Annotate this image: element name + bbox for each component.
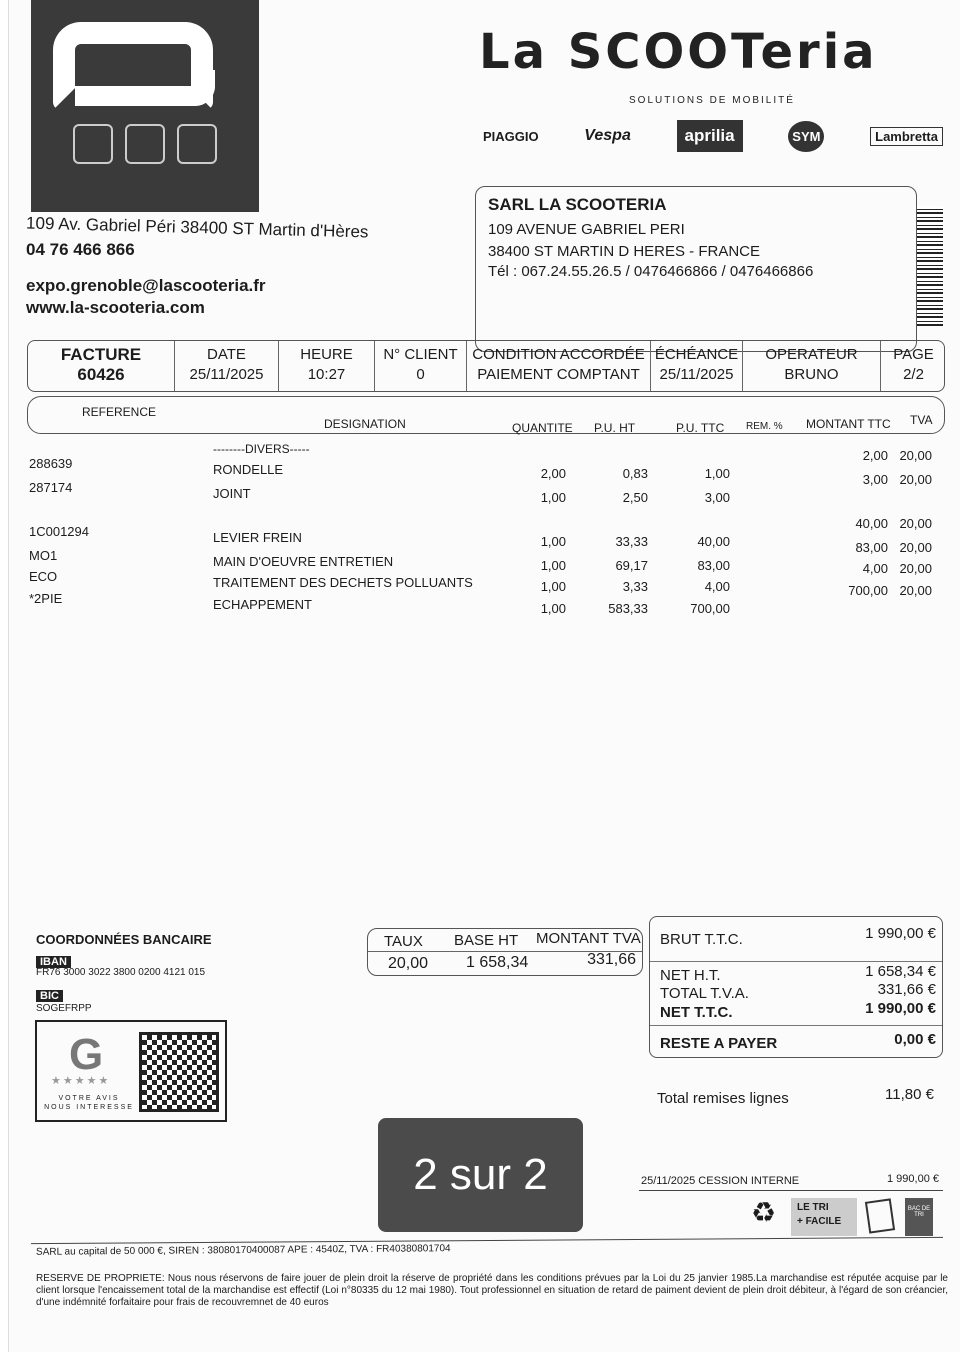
operateur-label: OPERATEUR	[765, 346, 858, 363]
line-qty: 1,00	[540, 579, 566, 594]
review-text: VOTRE AVIS NOUS INTERESSE	[44, 1095, 134, 1111]
facture-label: FACTURE	[60, 345, 142, 364]
line-puht: 69,17	[615, 558, 648, 573]
reste-value: 0,00 €	[894, 1031, 936, 1048]
netttc-label: NET T.T.C.	[660, 1004, 733, 1021]
operateur: BRUNO	[784, 366, 839, 383]
page-label: PAGE	[893, 346, 934, 363]
line-puht: 2,50	[622, 490, 648, 505]
iban-label: IBAN	[36, 956, 71, 968]
echeance-date: 25/11/2025	[659, 366, 734, 383]
line-qty: 1,00	[540, 601, 566, 616]
netht-value: 1 658,34 €	[865, 963, 936, 980]
line-puttc: 1,00	[704, 466, 730, 481]
invoice-header-box	[27, 340, 945, 392]
line-mttc: 40,00	[855, 516, 888, 531]
reste-label: RESTE A PAYER	[660, 1035, 778, 1052]
paper-icon	[865, 1198, 895, 1233]
col-remise: REM. %	[746, 421, 783, 432]
col-montant-ttc: MONTANT TTC	[806, 417, 891, 431]
brand-piaggio: PIAGGIO	[483, 128, 539, 144]
brut-value: 1 990,00 €	[865, 925, 936, 942]
brand-sym: SYM	[788, 121, 824, 152]
line-mttc: 4,00	[862, 561, 888, 576]
line-puht: 33,33	[615, 534, 648, 549]
line-puttc: 83,00	[697, 558, 730, 573]
line-tva: 20,00	[899, 516, 932, 531]
vat-table	[367, 928, 643, 976]
page-number: 2/2	[903, 366, 924, 383]
brand-vespa: Vespa	[584, 127, 631, 144]
logo-block	[31, 0, 259, 212]
line-puttc: 40,00	[697, 534, 730, 549]
condition-value: PAIEMENT COMPTANT	[477, 366, 640, 383]
tva-label: TOTAL T.V.A.	[660, 985, 749, 1002]
payment-amount: 1 990,00 €	[887, 1173, 939, 1185]
line-des: ECHAPPEMENT	[213, 597, 312, 612]
vat-taux-label: TAUX	[384, 933, 423, 950]
helmet-icon	[125, 124, 165, 164]
line-mttc: 3,00	[862, 472, 888, 487]
company-website: www.la-scooteria.com	[26, 298, 205, 317]
line-ref: 287174	[29, 480, 73, 495]
line-qty: 2,00	[540, 466, 566, 481]
col-quantite: QUANTITE	[512, 421, 573, 435]
col-designation: DESIGNATION	[324, 417, 406, 431]
line-qty: 1,00	[540, 534, 566, 549]
tagline: SOLUTIONS DE MOBILITÉ	[629, 95, 795, 106]
netht-label: NET H.T.	[660, 967, 721, 984]
page-indicator-overlay: 2 sur 2	[378, 1118, 583, 1232]
bic: SOGEFRPP	[36, 1003, 92, 1014]
line-ref: 288639	[29, 456, 73, 471]
heure-label: HEURE	[300, 346, 353, 363]
client-no-label: N° CLIENT	[383, 346, 458, 363]
client-address-box	[475, 186, 917, 352]
review-box	[35, 1020, 227, 1122]
line-puttc: 4,00	[704, 579, 730, 594]
line-puht: 583,33	[608, 601, 648, 616]
col-pu-ht: P.U. HT	[594, 421, 636, 435]
vat-base-label: BASE HT	[454, 932, 519, 949]
qr-code	[139, 1032, 219, 1112]
bank-title: COORDONNÉES BANCAIRE	[36, 932, 212, 947]
line-tva: 20,00	[899, 448, 932, 463]
client-no: 0	[416, 366, 425, 383]
col-tva: TVA	[910, 413, 933, 427]
client-address1: 109 AVENUE GABRIEL PERI	[488, 221, 685, 238]
client-name: SARL LA SCOOTERIA	[488, 195, 667, 214]
remises-label: Total remises lignes	[657, 1090, 789, 1107]
square-icon	[177, 124, 217, 164]
brand-lambretta: Lambretta	[870, 127, 943, 146]
brut-label: BRUT T.T.C.	[660, 931, 743, 948]
columns-header	[27, 396, 945, 434]
line-puht: 3,33	[622, 579, 648, 594]
invoice-date: 25/11/2025	[189, 366, 264, 383]
stars: ★★★★★	[51, 1075, 111, 1087]
google-icon: G	[69, 1030, 104, 1079]
iban: FR76 3000 3022 3800 0200 4121 015	[36, 967, 206, 978]
line-tva: 20,00	[899, 561, 932, 576]
payment-line: 25/11/2025 CESSION INTERNE	[641, 1175, 800, 1187]
logo-s-lower	[75, 70, 215, 106]
line-des: TRAITEMENT DES DECHETS POLLUANTS	[213, 575, 473, 590]
line-ref: *2PIE	[29, 591, 63, 606]
vat-taux: 20,00	[388, 955, 429, 972]
line-mttc: 700,00	[848, 583, 888, 598]
line-tva: 20,00	[899, 583, 932, 598]
line-ref: MO1	[29, 548, 58, 563]
company-address: 109 Av. Gabriel Péri 38400 ST Martin d'Hères	[25, 213, 369, 242]
line-tva: 20,00	[899, 540, 932, 555]
date-label: DATE	[207, 346, 246, 363]
line-des: RONDELLE	[213, 462, 284, 477]
triman-label: LE TRI + FACILE	[791, 1198, 857, 1236]
reserve-propriete: RESERVE DE PROPRIETE: Nous nous réservons de faire jouer de plein droit la réserve de propriété dans les conditions prévues par la Loi du 25 janvier 1985.La marchandise est réputée acquise par le client lorsque l'encaissement total de la marchandise est effectif (Loi n°80335 du 12 mai 1980). Tout professionnel en situation de retard de paiment devient de plein droit débiteur, à l'égard de son créancier, d'une indémnité forfaitaire pour frais de recouvremnet de 40 euros	[36, 1273, 948, 1308]
condition-label: CONDITION ACCORDÉE	[472, 346, 645, 363]
line-puttc: 700,00	[690, 601, 730, 616]
invoice-number: 60426	[77, 365, 125, 384]
vat-base: 1 658,34	[466, 954, 529, 971]
line-puttc: 3,00	[704, 490, 730, 505]
legal-line: SARL au capital de 50 000 €, SIREN : 38080170400087 APE : 4540Z, TVA : FR40380801704	[35, 1243, 451, 1258]
company-phone: 04 76 466 866	[26, 240, 135, 259]
section-divers: --------DIVERS-----	[213, 442, 310, 456]
line-puht: 0,83	[622, 466, 648, 481]
company-email: expo.grenoble@lascooteria.fr	[26, 276, 266, 295]
line-tva: 20,00	[899, 472, 932, 487]
client-address2: 38400 ST MARTIN D HERES - FRANCE	[488, 243, 761, 260]
barcode	[917, 206, 943, 326]
line-des: MAIN D'OEUVRE ENTRETIEN	[213, 554, 394, 569]
bin-icon: BAC DE TRI	[905, 1198, 933, 1236]
line-mttc: 2,00	[862, 448, 888, 463]
vat-montant-label: MONTANT TVA	[536, 930, 641, 947]
logo-wordmark: La SCOOTeria	[479, 24, 878, 80]
col-reference: REFERENCE	[82, 405, 157, 419]
client-tel: Tél : 067.24.55.26.5 / 0476466866 / 0476466866	[488, 263, 814, 280]
line-ref: ECO	[29, 569, 58, 584]
remises-value: 11,80 €	[885, 1086, 934, 1103]
echeance-label: ÉCHÉANCE	[654, 346, 739, 363]
bic-label: BIC	[36, 990, 63, 1002]
tva-value: 331,66 €	[877, 981, 936, 998]
recycle-person-icon: ♻	[751, 1197, 777, 1228]
col-pu-ttc: P.U. TTC	[676, 421, 725, 435]
brand-aprilia: aprilia	[677, 120, 743, 152]
line-ref: 1C001294	[29, 524, 89, 539]
line-mttc: 83,00	[855, 540, 888, 555]
totals-box	[649, 916, 943, 1058]
line-des: LEVIER FREIN	[213, 530, 302, 545]
line-qty: 1,00	[540, 490, 566, 505]
line-qty: 1,00	[540, 558, 566, 573]
netttc-value: 1 990,00 €	[865, 1000, 936, 1017]
vat-montant: 331,66	[587, 951, 636, 968]
helmet-icon	[73, 124, 113, 164]
invoice-time: 10:27	[307, 366, 346, 383]
line-des: JOINT	[213, 486, 251, 501]
